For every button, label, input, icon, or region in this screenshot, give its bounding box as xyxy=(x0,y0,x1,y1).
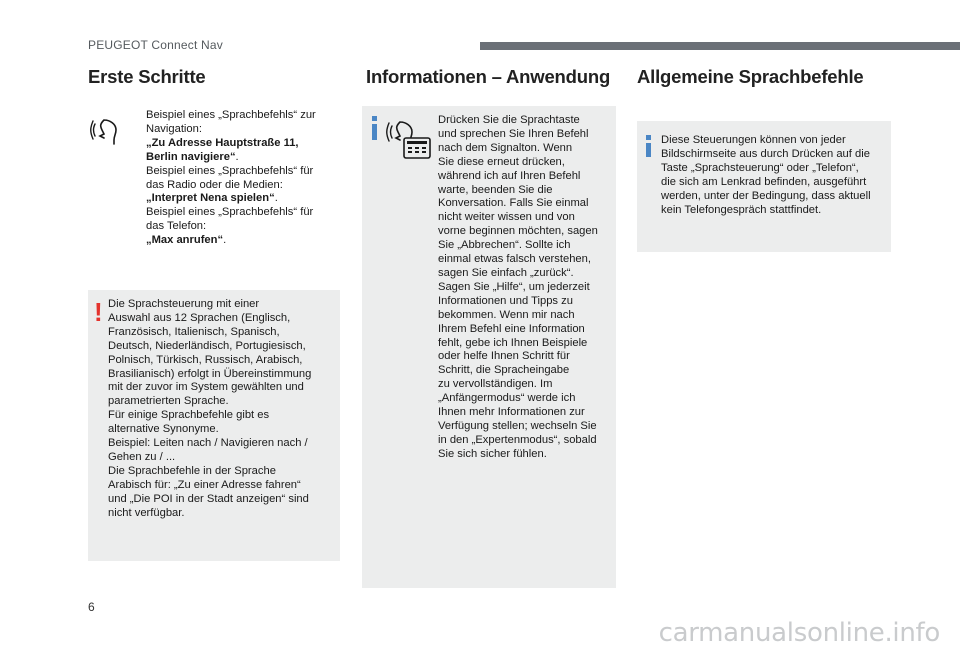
watermark: carmanualsonline.info xyxy=(658,618,940,648)
text-line: parametrierten Sprache. xyxy=(108,395,229,408)
warning-text xyxy=(108,298,311,521)
header-bar xyxy=(480,42,960,50)
text-line: Polnisch, Türkisch, Russisch, Arabisch, xyxy=(108,353,303,366)
text-segment: Beispiel eines „Sprachbefehls“ für xyxy=(146,164,314,177)
text-line: in den „Expertenmodus“, sobald xyxy=(438,433,597,446)
text-segment: das Telefon: xyxy=(146,220,207,233)
text-line: mit der zuvor im System gewählten und xyxy=(108,381,304,394)
text-line: alternative Synonyme. xyxy=(108,423,219,436)
command-phrase: „Max anrufen“ xyxy=(146,234,224,247)
text-line: Gehen zu / ... xyxy=(108,450,176,463)
text-segment: . xyxy=(235,150,239,163)
text-line: Taste „Sprachsteuerung“ oder „Telefon“, xyxy=(661,161,859,174)
text-line: die sich am Lenkrad befinden, ausgeführt xyxy=(661,175,867,188)
text-line xyxy=(146,123,316,137)
text-segment: Navigation: xyxy=(146,122,202,135)
text-line: während ich auf Ihren Befehl xyxy=(438,169,581,182)
text-line: nicht weiter wissen und von xyxy=(438,211,575,224)
text-segment: Beispiel eines „Sprachbefehls“ zur xyxy=(146,109,316,121)
text-line: Die Sprachsteuerung mit einer xyxy=(108,298,260,310)
info-icon-dot xyxy=(372,116,377,121)
info-icon xyxy=(372,124,377,140)
text-line xyxy=(146,234,316,248)
text-line xyxy=(146,179,316,193)
voice-command-icon xyxy=(90,112,126,148)
text-line xyxy=(146,137,316,151)
text-line: Die Sprachbefehle in der Sprache xyxy=(108,464,276,477)
text-line xyxy=(146,151,316,165)
text-line: Sagen Sie „Hilfe“, um jederzeit xyxy=(438,280,590,293)
text-segment: . xyxy=(223,234,227,247)
text-segment: das Radio oder die Medien: xyxy=(146,178,283,191)
command-phrase: „Interpret Nena spielen“ xyxy=(146,192,275,205)
section-title-allgemeine: Allgemeine Sprachbefehle xyxy=(637,66,864,87)
text-line: Beispiel: Leiten nach / Navigieren nach / xyxy=(108,437,308,450)
text-line: Brasilianisch) erfolgt in Übereinstimmung xyxy=(108,367,312,380)
text-line: sagen Sie einfach „zurück“. xyxy=(438,266,574,279)
text-line: bekommen. Wenn mir nach xyxy=(438,308,575,321)
text-line: vorne beginnen möchten, sagen xyxy=(438,225,598,238)
warning-box xyxy=(88,290,340,561)
command-phrase: Berlin navigiere“ xyxy=(146,150,236,163)
text-line: Arabisch für: „Zu einer Adresse fahren“ xyxy=(108,478,301,491)
text-line: und sprechen Sie Ihren Befehl xyxy=(438,127,589,140)
text-line: Konversation. Falls Sie einmal xyxy=(438,197,589,210)
text-line xyxy=(146,220,316,234)
warning-icon: ! xyxy=(94,297,103,327)
info-icon xyxy=(646,143,651,157)
text-line: Diese Steuerungen können von jeder xyxy=(661,134,846,146)
text-line: Drücken Sie die Sprachtaste xyxy=(438,114,580,126)
info-box-sprachbefehle xyxy=(637,121,891,252)
text-line: Ihnen mehr Informationen zur xyxy=(438,406,585,419)
page-number: 6 xyxy=(88,600,95,614)
section-title-erste-schritte: Erste Schritte xyxy=(88,66,206,87)
text-line: nach dem Signalton. Wenn xyxy=(438,141,573,154)
text-line: Schritt, die Spracheingabe xyxy=(438,364,570,377)
text-line xyxy=(146,165,316,179)
text-line: fehlt, gebe ich Ihnen Beispiele xyxy=(438,336,588,349)
text-line xyxy=(146,109,316,123)
text-line: Deutsch, Niederländisch, Portugiesisch, xyxy=(108,339,306,352)
text-line: Bildschirmseite aus durch Drücken auf die xyxy=(661,147,870,160)
text-line: kein Telefongespräch stattfindet. xyxy=(661,203,822,216)
text-line: Französisch, Italienisch, Spanisch, xyxy=(108,325,280,338)
info-box-anwendung xyxy=(362,106,616,588)
info-text-anwendung xyxy=(438,114,598,462)
section-title-informationen: Informationen – Anwendung xyxy=(366,66,611,87)
header-title: PEUGEOT Connect Nav xyxy=(88,38,223,52)
text-line: nicht verfügbar. xyxy=(108,506,185,519)
text-line xyxy=(146,206,316,220)
command-phrase: „Zu Adresse Hauptstraße 11, xyxy=(146,136,299,149)
info-icon-dot xyxy=(646,135,651,140)
text-line: warte, beenden Sie die xyxy=(438,183,553,196)
text-line: Sie sich sicher fühlen. xyxy=(438,447,547,460)
text-segment: Beispiel eines „Sprachbefehls“ für xyxy=(146,206,314,219)
text-line: Auswahl aus 12 Sprachen (Englisch, xyxy=(108,311,291,324)
text-line: und „Die POI in der Stadt anzeigen“ sind xyxy=(108,492,309,505)
text-line: Sie „Abbrechen“. Sollte ich xyxy=(438,239,571,252)
text-line: Für einige Sprachbefehle gibt es xyxy=(108,409,270,422)
text-line: einmal etwas falsch verstehen, xyxy=(438,253,591,266)
text-line: Ihrem Befehl eine Information xyxy=(438,322,585,335)
text-line: Informationen und Tipps zu xyxy=(438,294,573,307)
text-line: zu vervollständigen. Im xyxy=(438,378,553,391)
text-line: Verfügung stellen; wechseln Sie xyxy=(438,419,597,432)
text-segment: . xyxy=(274,192,278,205)
text-line: oder helfe Ihnen Schritt für xyxy=(438,350,570,363)
text-line: Sie diese erneut drücken, xyxy=(438,155,565,168)
text-line: „Anfängermodus“ werde ich xyxy=(438,392,576,405)
example-commands xyxy=(146,109,316,248)
text-line xyxy=(146,192,316,206)
info-text-sprachbefehle xyxy=(661,134,871,217)
voice-phone-icon xyxy=(386,116,432,160)
text-line: werden, unter der Bedingung, dass aktuell xyxy=(661,189,871,202)
